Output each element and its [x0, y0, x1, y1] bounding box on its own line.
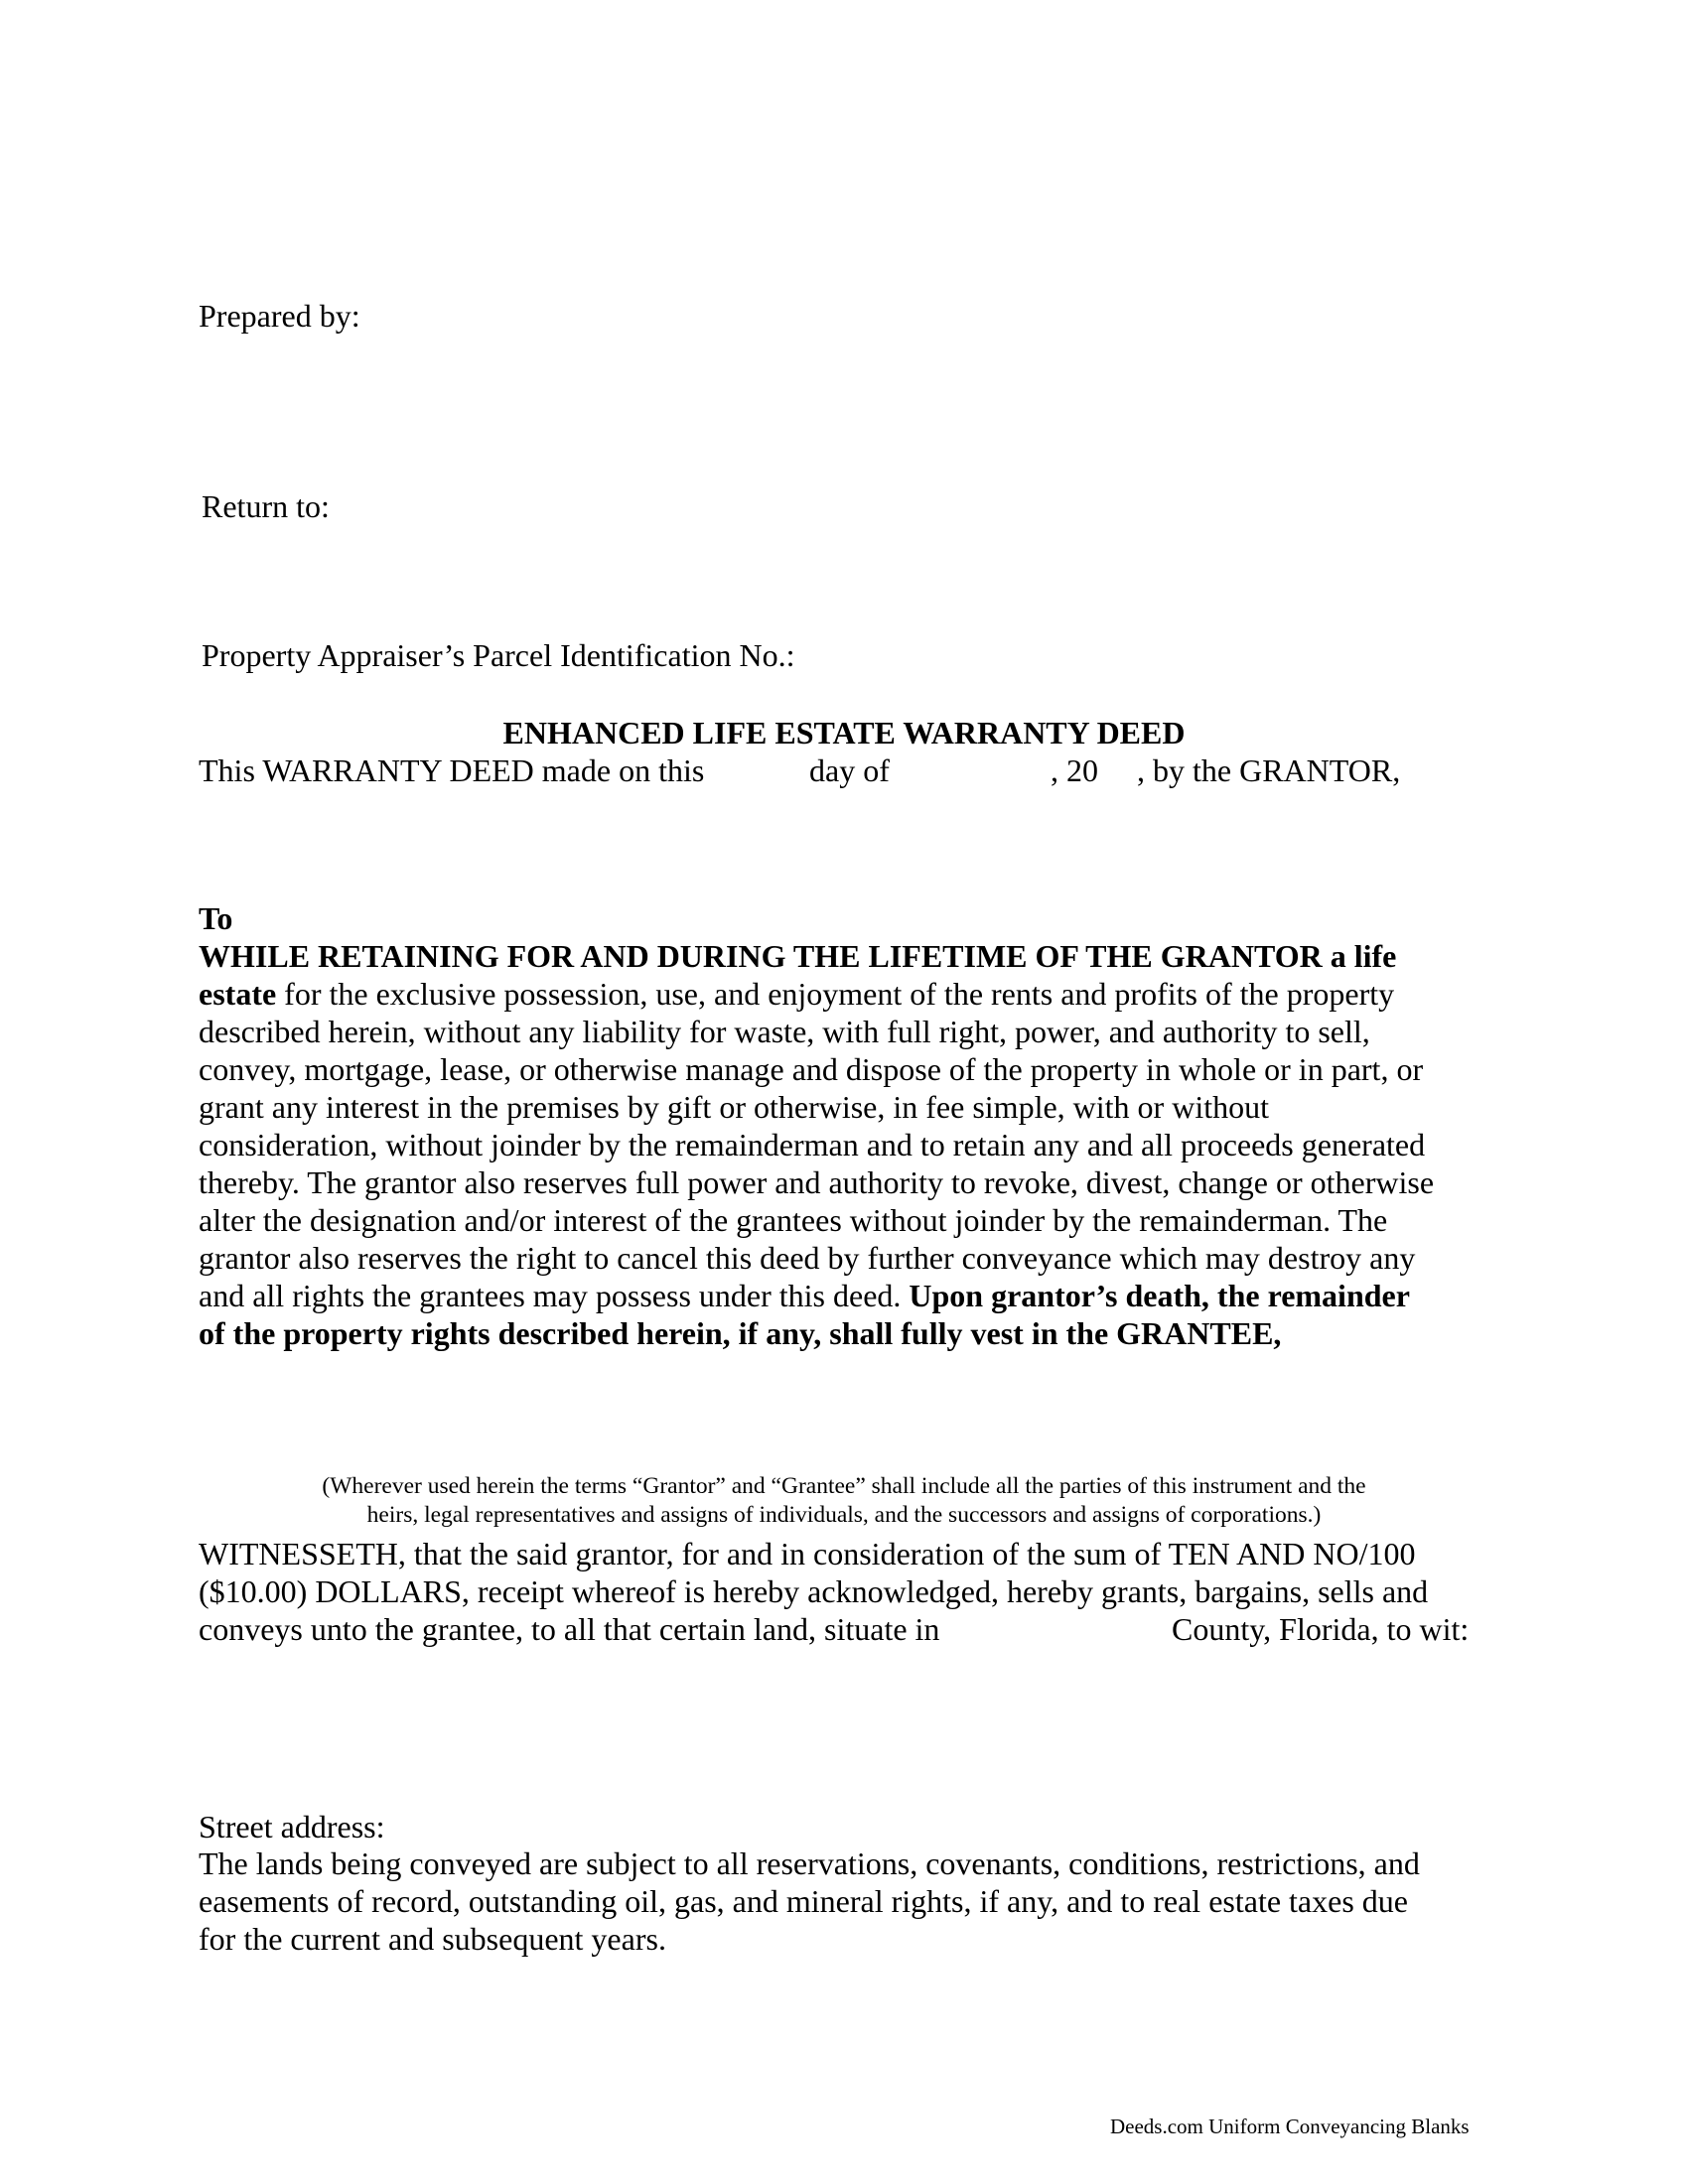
definitions-note-line: (Wherever used herein the terms “Grantor” and “Grantee” shall include all the parties of this instrument and the [322, 1473, 1366, 1499]
remainder-bold-text: Upon grantor’s death, the remainder [909, 1278, 1410, 1313]
paragraph-line: grant any interest in the premises by gift or otherwise, in fee simple, with or without [199, 1089, 1269, 1125]
date-line [199, 751, 1489, 789]
county-line [199, 1610, 1489, 1648]
date-line-by-grantor: , by the GRANTOR, [1137, 752, 1401, 788]
paragraph-line: grantor also reserves the right to cancel this deed by further conveyance which may destroy any [199, 1240, 1416, 1276]
subject-to-line: for the current and subsequent years. [199, 1921, 666, 1957]
paragraph-text: for the exclusive possession, use, and enjoyment of the rents and profits of the property [276, 976, 1395, 1012]
prepared-by-label: Prepared by: [199, 298, 360, 334]
paragraph-line [199, 1277, 1410, 1314]
parcel-id-label: Property Appraiser’s Parcel Identification No.: [202, 637, 795, 673]
to-label: To [199, 900, 233, 936]
estate-bold-text: estate [199, 976, 277, 1012]
county-line-suffix: County, Florida, to wit: [1172, 1611, 1470, 1647]
paragraph-line: consideration, without joinder by the remainderman and to retain any and all proceeds generated [199, 1127, 1426, 1162]
date-line-day-of: day of [809, 752, 890, 788]
paragraph-line [199, 975, 1394, 1013]
paragraph-line: thereby. The grantor also reserves full power and authority to revoke, divest, change or otherwise [199, 1164, 1435, 1200]
paragraph-line: described herein, without any liability for waste, with full right, power, and authority to sell, [199, 1014, 1370, 1049]
witnesseth-line: WITNESSETH, that the said grantor, for and in consideration of the sum of TEN AND NO/100 [199, 1536, 1416, 1571]
document-title: ENHANCED LIFE ESTATE WARRANTY DEED [502, 715, 1186, 751]
paragraph-line: alter the designation and/or interest of the grantees without joinder by the remainderman. The [199, 1202, 1388, 1238]
paragraph-line: convey, mortgage, lease, or otherwise manage and dispose of the property in whole or in part, or [199, 1051, 1424, 1087]
definitions-note-line: heirs, legal representatives and assigns of individuals, and the successors and assigns of corporations.) [366, 1502, 1322, 1528]
date-line-intro: This WARRANTY DEED made on this [199, 752, 705, 788]
subject-to-line: easements of record, outstanding oil, gas, and mineral rights, if any, and to real estate taxes due [199, 1883, 1408, 1919]
paragraph-line: of the property rights described herein, if any, shall fully vest in the GRANTEE, [199, 1315, 1282, 1351]
witnesseth-line: ($10.00) DOLLARS, receipt whereof is hereby acknowledged, hereby grants, bargains, sells and [199, 1573, 1429, 1609]
return-to-label: Return to: [202, 488, 330, 524]
paragraph-line: WHILE RETAINING FOR AND DURING THE LIFETIME OF THE GRANTOR a life [199, 938, 1397, 974]
street-address-label: Street address: [199, 1809, 385, 1844]
date-line-year-prefix: , 20 [1051, 752, 1098, 788]
subject-to-line: The lands being conveyed are subject to all reservations, covenants, conditions, restrictions, and [199, 1845, 1420, 1881]
county-line-intro: conveys unto the grantee, to all that certain land, situate in [199, 1611, 940, 1647]
page-footer: Deeds.com Uniform Conveyancing Blanks [1110, 2115, 1470, 2138]
paragraph-text: and all rights the grantees may possess under this deed. [199, 1278, 910, 1313]
